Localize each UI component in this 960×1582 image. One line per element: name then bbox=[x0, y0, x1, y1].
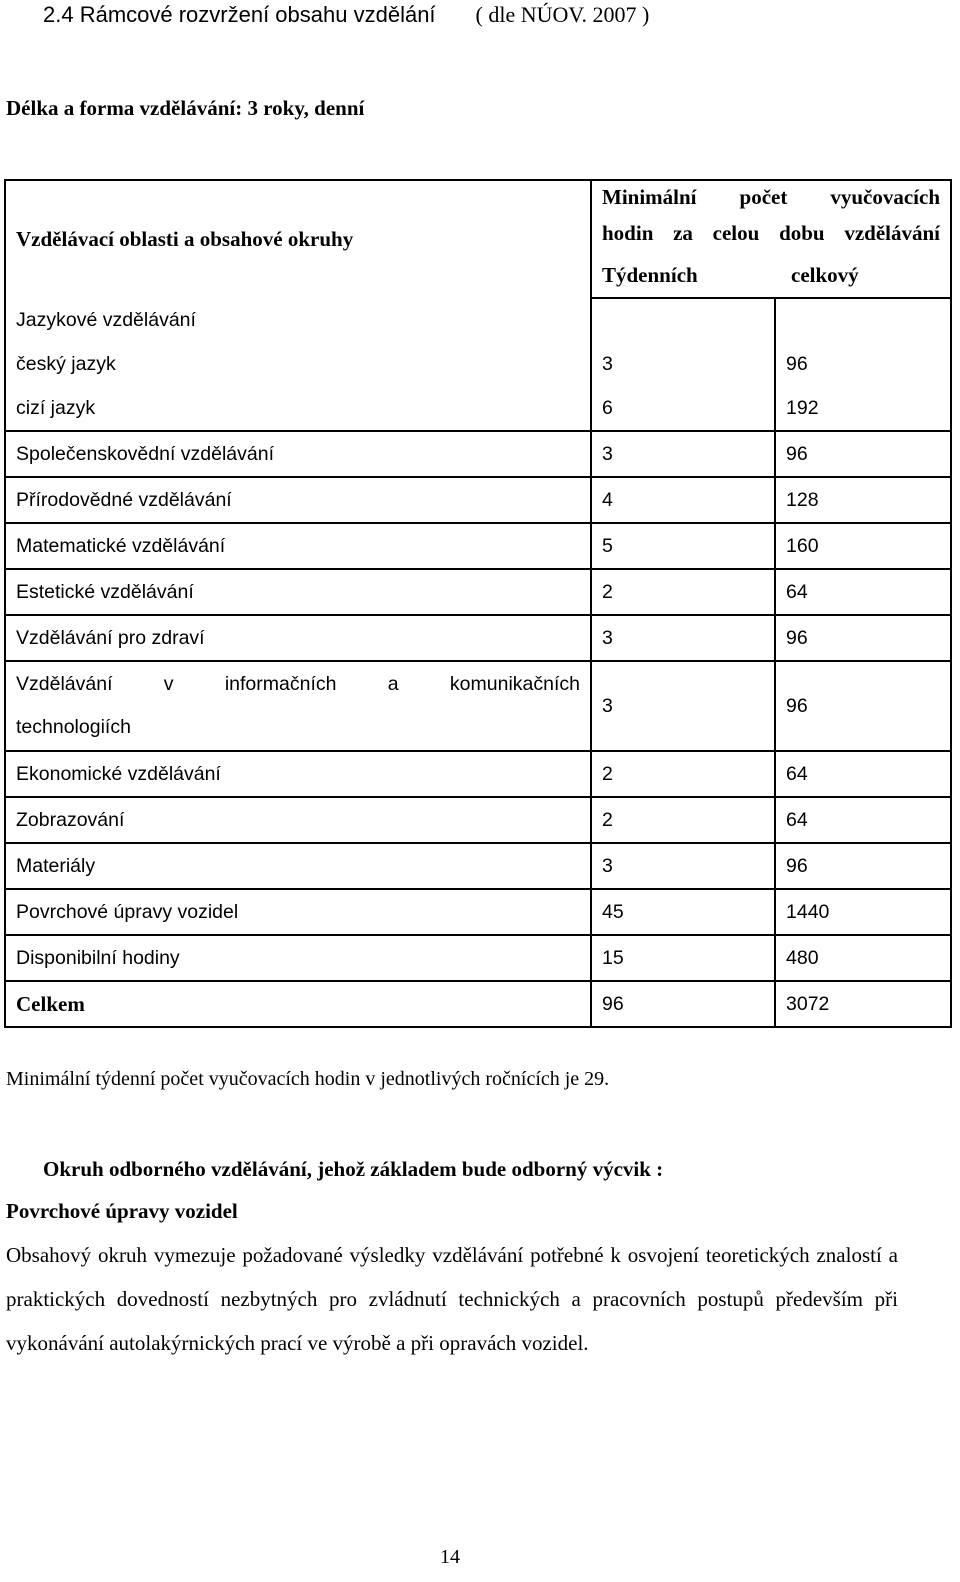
section-subtitle: Povrchové úpravy vozidel bbox=[6, 1199, 238, 1223]
row-total: 160 bbox=[775, 523, 951, 569]
group-total-empty bbox=[775, 298, 951, 342]
row-name: Povrchové úpravy vozidel bbox=[5, 889, 591, 935]
header-area: Vzdělávací oblasti a obsahové okruhy bbox=[5, 180, 591, 298]
table-row bbox=[5, 431, 951, 477]
row-name-wrapped bbox=[5, 661, 591, 751]
row-weekly: 5 bbox=[591, 523, 775, 569]
study-length-line: Délka a forma vzdělávání: 3 roky, denní bbox=[6, 96, 365, 120]
row-total: 128 bbox=[775, 477, 951, 523]
row-name: Estetické vzdělávání bbox=[5, 569, 591, 615]
row-weekly: 3 bbox=[591, 843, 775, 889]
row-total-total: 3072 bbox=[775, 981, 951, 1027]
group-row-name: český jazyk bbox=[5, 342, 591, 386]
header-min-line2: hodin za celou dobu vzdělávání bbox=[602, 220, 941, 245]
curriculum-table bbox=[4, 179, 952, 1028]
table-row bbox=[5, 843, 951, 889]
row-weekly: 3 bbox=[591, 661, 775, 751]
row-total: 96 bbox=[775, 661, 951, 751]
header-min-hours bbox=[591, 180, 951, 213]
header-total: celkový bbox=[775, 253, 951, 298]
group-row-name: cizí jazyk bbox=[5, 386, 591, 431]
row-total: 96 bbox=[775, 615, 951, 661]
group-row-total: 192 bbox=[775, 386, 951, 431]
row-name: Materiály bbox=[5, 843, 591, 889]
row-name: Matematické vzdělávání bbox=[5, 523, 591, 569]
row-name: Vzdělávání pro zdraví bbox=[5, 615, 591, 661]
table-row bbox=[5, 523, 951, 569]
header-min-line1: Minimální počet vyučovacích bbox=[602, 184, 941, 209]
page-number: 14 bbox=[440, 1546, 460, 1568]
row-weekly: 3 bbox=[591, 431, 775, 477]
header-weekly: Týdenních bbox=[591, 253, 775, 298]
section-heading bbox=[43, 2, 649, 28]
group-weekly-empty bbox=[591, 298, 775, 342]
table-row-total bbox=[5, 981, 951, 1027]
section-heading-title: 2.4 Rámcové rozvržení obsahu vzdělání bbox=[43, 2, 436, 27]
section-heading-source: ( dle NÚOV. 2007 ) bbox=[475, 2, 650, 27]
row-name-line1: Vzdělávání v informačních a komunikačních bbox=[16, 673, 580, 695]
group-row-total: 96 bbox=[775, 342, 951, 386]
table-row bbox=[5, 797, 951, 843]
row-total: 1440 bbox=[775, 889, 951, 935]
row-name-total: Celkem bbox=[5, 981, 591, 1027]
group-row-weekly: 3 bbox=[591, 342, 775, 386]
row-name: Společenskovědní vzdělávání bbox=[5, 431, 591, 477]
row-weekly: 4 bbox=[591, 477, 775, 523]
row-name: Ekonomické vzdělávání bbox=[5, 751, 591, 797]
row-weekly: 3 bbox=[591, 615, 775, 661]
weekly-minimum-note: Minimální týdenní počet vyučovacích hodin v jednotlivých ročnících je 29. bbox=[6, 1068, 610, 1090]
row-name: Přírodovědné vzdělávání bbox=[5, 477, 591, 523]
table-row bbox=[5, 935, 951, 981]
row-total: 96 bbox=[775, 431, 951, 477]
header-min-line2-cell bbox=[591, 213, 951, 253]
table-row bbox=[5, 615, 951, 661]
row-total: 64 bbox=[775, 797, 951, 843]
row-weekly: 15 bbox=[591, 935, 775, 981]
section-title: Okruh odborného vzdělávání, jehož základem bude odborný výcvik : bbox=[43, 1157, 664, 1181]
table-row bbox=[5, 889, 951, 935]
row-weekly: 2 bbox=[591, 569, 775, 615]
row-total: 96 bbox=[775, 843, 951, 889]
row-weekly: 45 bbox=[591, 889, 775, 935]
table-row bbox=[5, 477, 951, 523]
row-name: Zobrazování bbox=[5, 797, 591, 843]
group-label: Jazykové vzdělávání bbox=[5, 298, 591, 342]
row-total: 480 bbox=[775, 935, 951, 981]
table-row bbox=[5, 751, 951, 797]
row-total: 64 bbox=[775, 569, 951, 615]
row-total: 64 bbox=[775, 751, 951, 797]
row-weekly-total: 96 bbox=[591, 981, 775, 1027]
row-weekly: 2 bbox=[591, 797, 775, 843]
row-weekly: 2 bbox=[591, 751, 775, 797]
group-row-weekly: 6 bbox=[591, 386, 775, 431]
row-name: Disponibilní hodiny bbox=[5, 935, 591, 981]
section-paragraph: Obsahový okruh vymezuje požadované výsledky vzdělávání potřebné k osvojení teoretických znalostí a praktických dovedností nezbytných pro zvládnutí technických a pracovních postupů především při vykonávání autolakýrnických prací ve výrobě a při opravách vozidel. bbox=[6, 1243, 898, 1355]
row-name-line2: technologiích bbox=[16, 716, 131, 738]
table-row bbox=[5, 569, 951, 615]
table-row bbox=[5, 661, 951, 751]
